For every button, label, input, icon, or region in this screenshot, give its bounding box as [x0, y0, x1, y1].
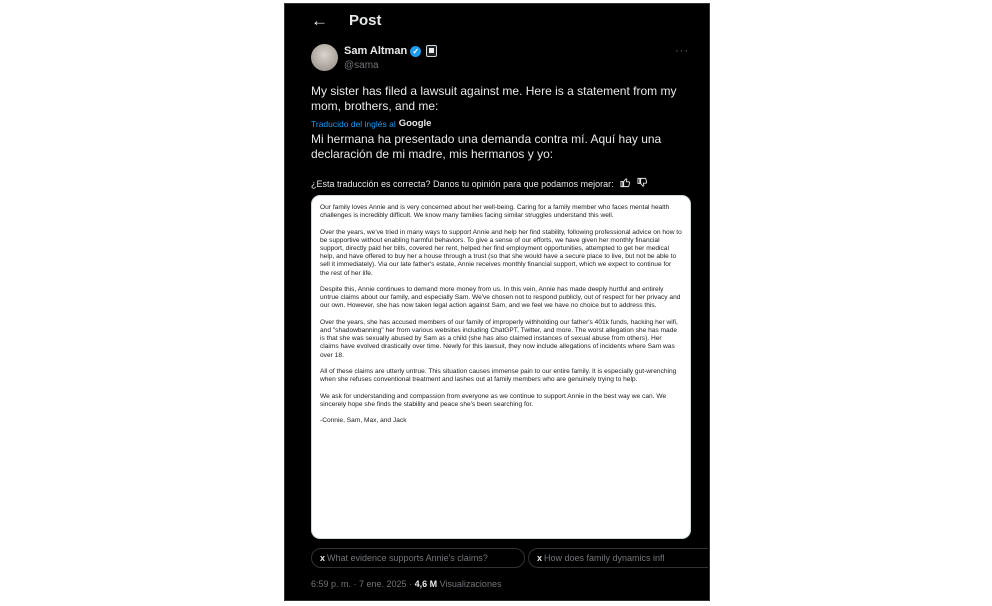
avatar[interactable]: [311, 44, 338, 71]
grok-icon: x: [320, 553, 326, 563]
author-name[interactable]: Sam Altman: [344, 45, 408, 57]
statement-image[interactable]: [311, 195, 691, 539]
more-options-icon[interactable]: ···: [675, 45, 689, 57]
views-label: Visualizaciones: [437, 579, 502, 589]
post-metadata: [311, 579, 501, 589]
top-bar: [285, 4, 709, 38]
page-title: Post: [349, 12, 382, 29]
back-arrow-icon[interactable]: ←: [311, 11, 328, 30]
author-name-row[interactable]: [344, 45, 437, 57]
affiliation-badge-icon[interactable]: [426, 45, 437, 57]
statement-paragraph: We ask for understanding and compassion from everyone as we continue to support Annie in the best way we can. We sincerely hope she finds the stability and peace she's been searching for.: [320, 392, 667, 408]
post-panel: [284, 3, 710, 601]
thumbs-up-icon[interactable]: [620, 177, 631, 191]
statement-signature: -Connie, Sam, Max, and Jack: [320, 417, 407, 425]
translation-feedback: [311, 177, 648, 191]
statement-paragraph: Our family loves Annie and is very concerned about her well-being. Caring for a family member who faces mental health challenges is incredibly difficult. We know many families facing similar struggles understand this well.: [320, 204, 670, 220]
statement-paragraph: Over the years, she has accused members of our family of improperly withholding our father's 401k funds, hacking her wifi, and "shadowbanning" her from various websites including ChatGPT, Twitter, and more. The worst allegation she has made is that she was sexually abused by Sam as a child (she has also claimed instances of sexual abuse from others). Her claims have evolved drastically over time. Newly for this lawsuit, they now include allegations of incidents where Sam was over 18.: [320, 318, 678, 359]
author-handle[interactable]: @sama: [344, 60, 379, 71]
statement-text: [320, 204, 682, 434]
views-count: 4,6 M: [414, 579, 438, 589]
grok-icon: x: [537, 553, 543, 563]
post-translated-text: Mi hermana ha presentado una demanda contra mí. Aquí hay una declaración de mi madre, mis hermanos y yo:: [311, 132, 662, 161]
translation-notice[interactable]: [311, 118, 431, 129]
statement-paragraph: Over the years, we've tried in many ways to support Annie and help her find stability, following professional advice on how to be supportive without enabling harmful behaviors. To give a sense of our efforts, we have given her monthly financial support, directly paid her bills, covered her rent, helped her find employment opportunities, attempted to get her medical help, and have offered to buy her a house through a trust (so that she would have a secure place to live, but not be able to sell it immediately). Via our late father's estate, Annie receives monthly financial support, which we expect to continue for the rest of her life.: [320, 228, 682, 277]
grok-suggestion-text: How does family dynamics infl: [544, 553, 665, 563]
translation-label[interactable]: Traducido del inglés al: [311, 118, 396, 129]
grok-suggestion-chip[interactable]: [528, 548, 708, 568]
statement-paragraph: Despite this, Annie continues to demand more money from us. In this vein, Annie has made deeply hurtful and entirely untrue claims about our family, and especially Sam. We've chosen not to respond publicly, out of respect for her privacy and our own. However, she has now taken legal action against Sam, and we feel we have no choice but to address this.: [320, 286, 681, 310]
feedback-question: ¿Esta traducción es correcta? Danos tu opinión para que podamos mejorar:: [311, 179, 614, 189]
grok-suggestion-text: What evidence supports Annie's claims?: [327, 553, 488, 563]
statement-paragraph: All of these claims are utterly untrue. This situation causes immense pain to our entire family. It is especially gut-wrenching when she refuses conventional treatment and lashes out at family members who are genuinely trying to help.: [320, 368, 677, 384]
thumbs-down-icon[interactable]: [637, 177, 648, 191]
verified-badge-icon: ✓: [410, 46, 421, 57]
grok-suggestion-chip[interactable]: [311, 548, 525, 568]
post-text: My sister has filed a lawsuit against me. Here is a statement from my mom, brothers, and me:: [311, 84, 677, 113]
google-logo: Google: [398, 118, 432, 129]
post-timestamp[interactable]: 6:59 p. m. · 7 ene. 2025 ·: [311, 579, 415, 589]
